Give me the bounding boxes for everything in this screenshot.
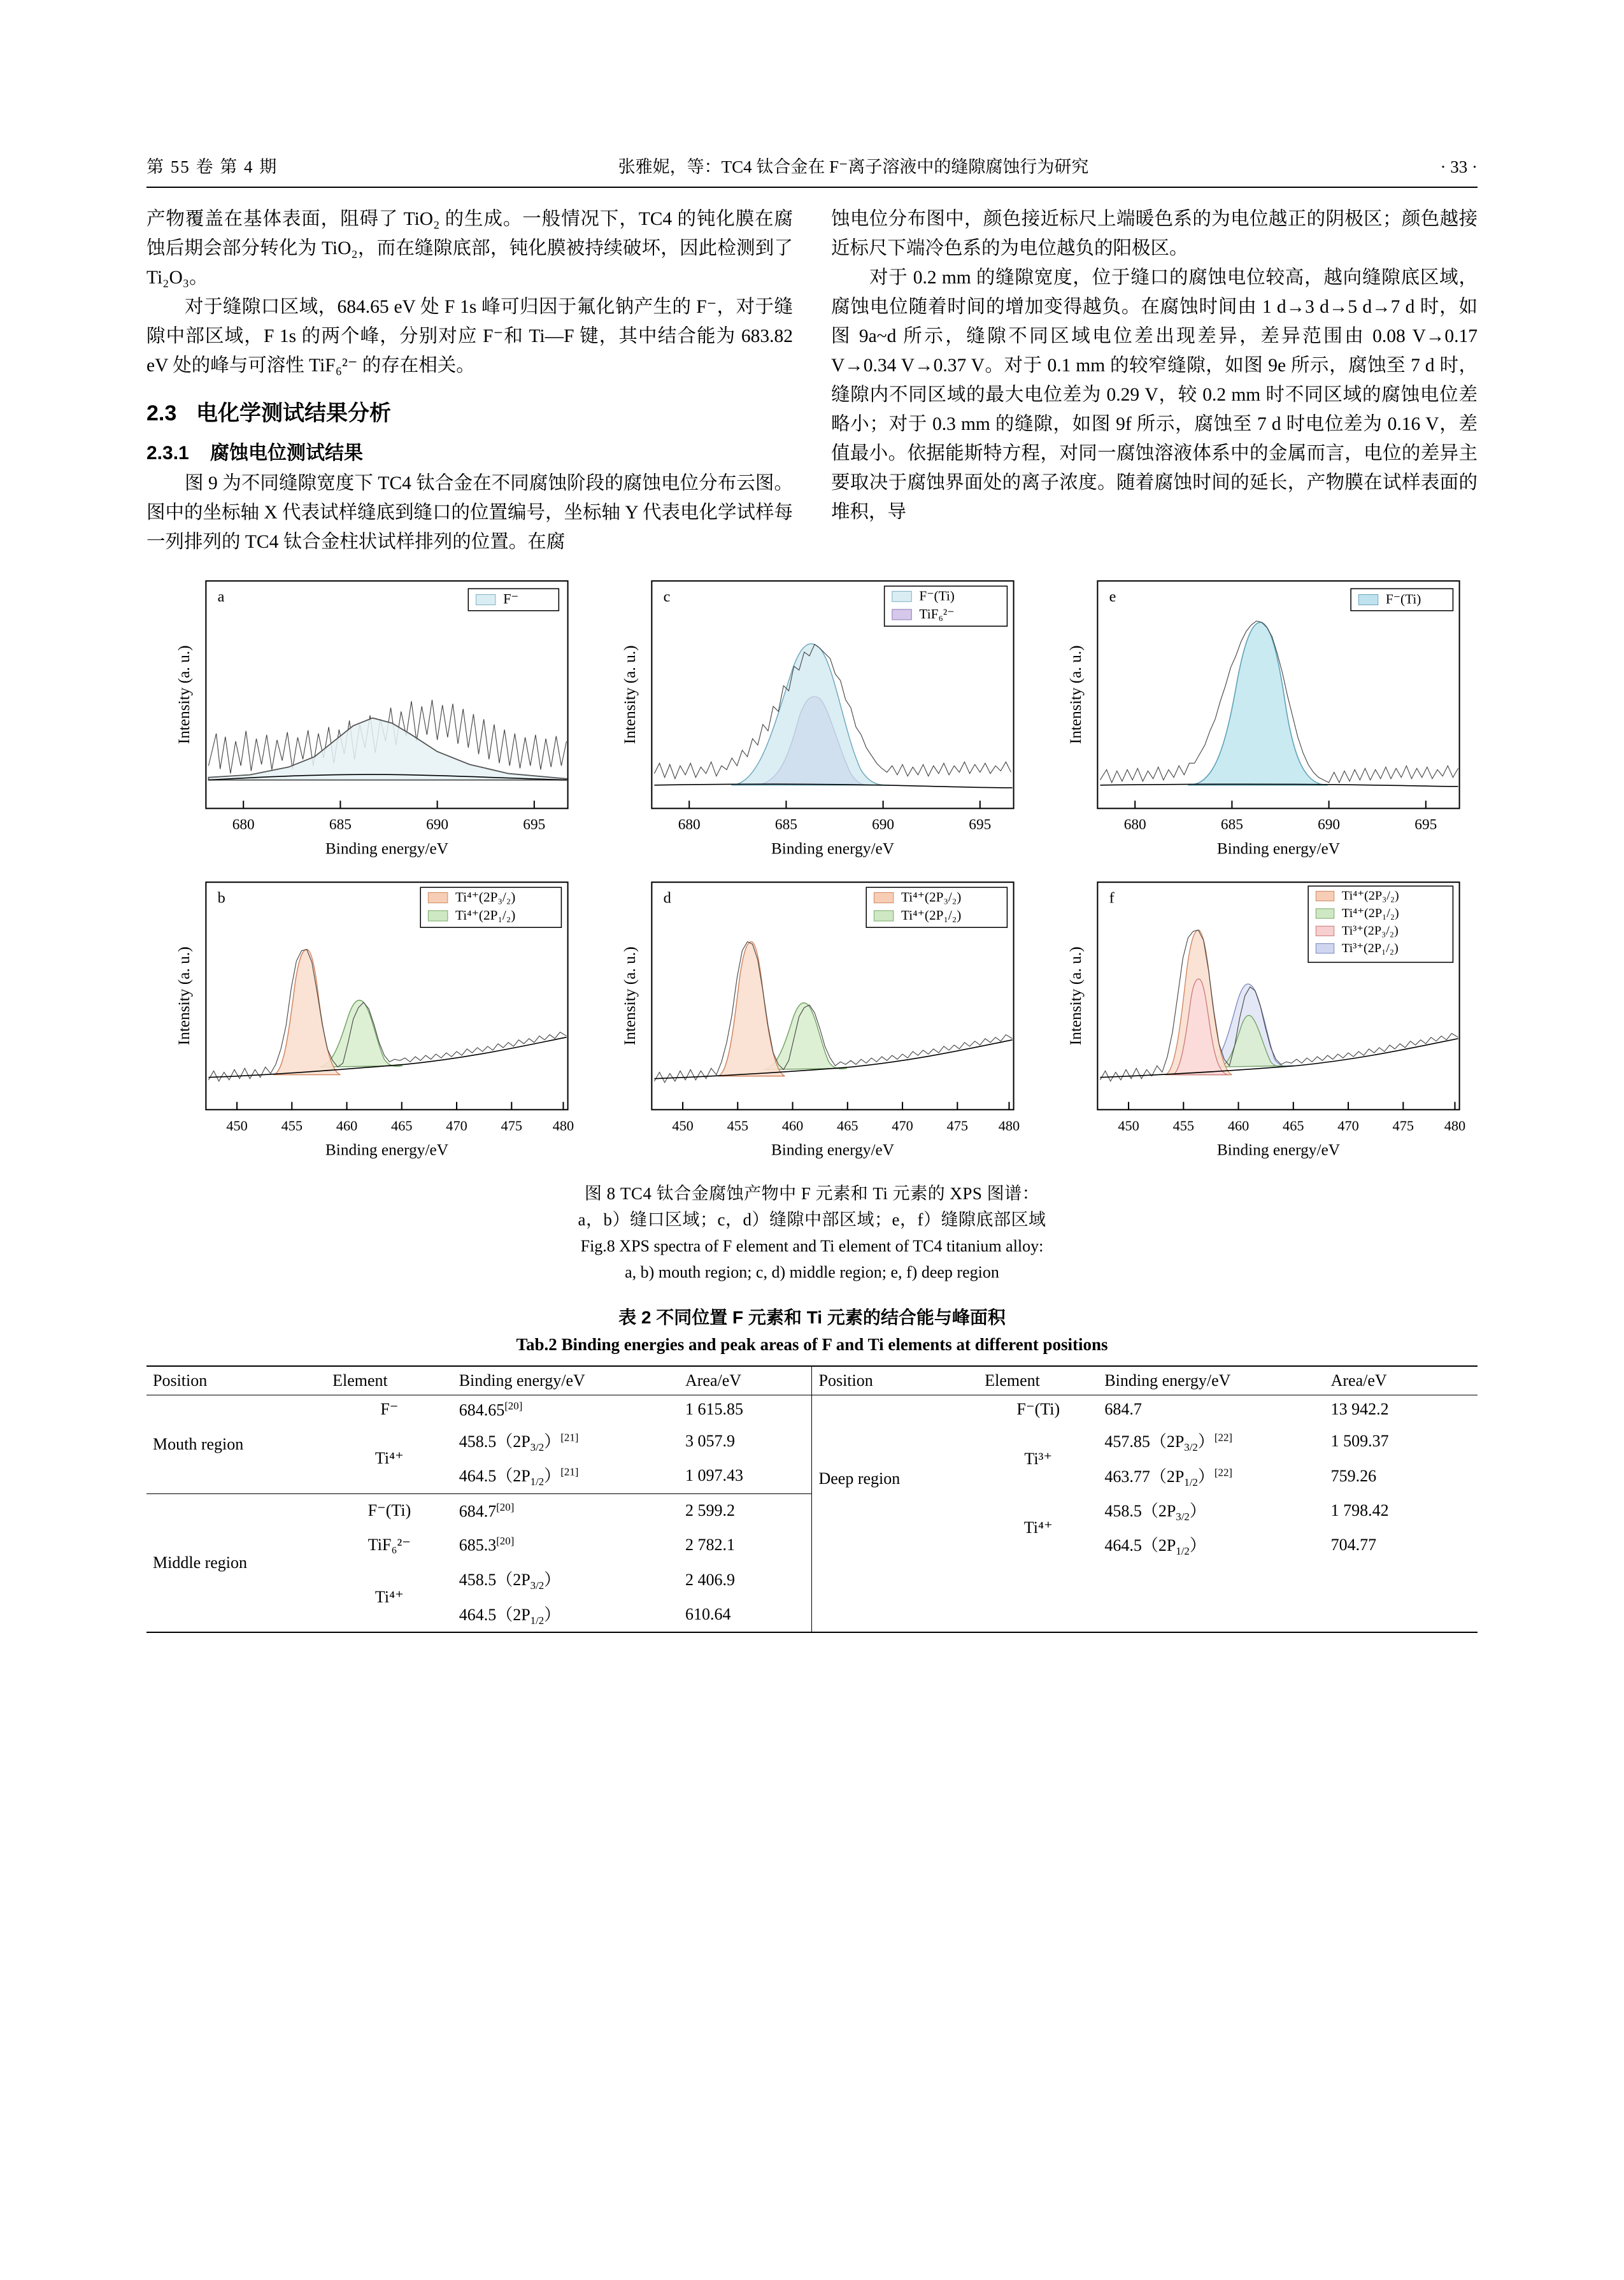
panel-c-xtick-1: 685 <box>774 816 797 833</box>
panel-d-xtick-2: 460 <box>781 1117 804 1134</box>
panel-d-legend-0: Ti⁴⁺(2P₃/₂) <box>901 889 962 905</box>
cell-area: 610.64 <box>685 1604 731 1623</box>
panel-b-xtick-0: 450 <box>226 1117 248 1134</box>
panel-b-xlabel: Binding energy/eV <box>325 1141 449 1159</box>
cell-area: 2 782.1 <box>685 1535 735 1555</box>
table-row <box>146 1562 1478 1597</box>
subsection-heading <box>146 437 793 465</box>
table-2 <box>146 1365 1478 1633</box>
panel-d-legend-1: Ti⁴⁺(2P₁/₂) <box>901 907 962 923</box>
figure-caption-en-1: Fig.8 XPS spectra of F element and Ti element of TC4 titanium alloy: <box>580 1236 1044 1255</box>
th-position-right: Position <box>812 1366 978 1395</box>
panel-a-xtick-3: 695 <box>523 816 546 833</box>
table-row <box>146 1395 1478 1424</box>
th-area-right: Area/eV <box>1325 1366 1478 1395</box>
table-2-wrapper <box>146 1365 1478 1633</box>
panel-b-xtick-3: 465 <box>391 1117 413 1134</box>
panel-c-xtick-0: 680 <box>678 816 701 833</box>
cell-energy: $458.5(2P_{3/2})$ <box>459 1571 561 1592</box>
panel-e-xtick-0: 680 <box>1123 816 1146 833</box>
cell-energy: $458.5(2P_{3/2})[21]$ <box>459 1431 579 1454</box>
cell-element: Ti⁴⁺ <box>1023 1518 1053 1537</box>
panel-d-label: d <box>663 889 671 907</box>
panel-b-xtick-6: 480 <box>552 1117 574 1134</box>
figure-caption <box>146 1181 1478 1285</box>
section-number: 2.3 <box>146 401 177 425</box>
panel-f-xtick-6: 480 <box>1444 1117 1466 1134</box>
panel-b-legend-1: Ti⁴⁺(2P₁/₂) <box>455 907 516 923</box>
panel-f-legend-2: Ti³⁺(2P₃/₂) <box>1341 923 1399 938</box>
panel-f <box>1038 873 1478 1171</box>
svg-text:F⁻: F⁻ <box>503 590 519 607</box>
cell-area: 1 615.85 <box>685 1400 743 1419</box>
cell-element: F⁻(Ti) <box>326 1493 453 1528</box>
panel-e-ylabel: Intensity (a. u.) <box>1066 645 1085 745</box>
panel-f-legend-3: Ti³⁺(2P₁/₂) <box>1341 941 1399 955</box>
cell-energy: $464.5(2P_{1/2})$ <box>1104 1536 1206 1558</box>
th-energy-left: Binding energy/eV <box>453 1366 679 1395</box>
panel-a-xtick-2: 690 <box>426 816 449 833</box>
panel-d-xtick-0: 450 <box>672 1117 694 1134</box>
section-heading <box>146 395 793 427</box>
figure-8 <box>146 572 1478 1285</box>
panel-c-plot <box>592 572 1032 869</box>
text-columns <box>146 204 1478 557</box>
cell-element: Ti⁴⁺ <box>374 1587 404 1606</box>
cell-area: 2 406.9 <box>685 1570 735 1589</box>
figure-caption-en-2: a, b) mouth region; c, d) middle region; e, f) deep region <box>625 1262 999 1281</box>
panel-f-xtick-1: 455 <box>1172 1117 1195 1134</box>
cell-element: TiF₆²⁻ <box>367 1535 411 1555</box>
panel-f-plot <box>1038 873 1478 1171</box>
th-element-left: Element <box>326 1366 453 1395</box>
panel-a <box>146 572 586 869</box>
panel-f-xtick-0: 450 <box>1118 1117 1139 1134</box>
panel-a-xlabel: Binding energy/eV <box>325 839 449 858</box>
subsection-number: 2.3.1 <box>146 443 189 464</box>
table-title <box>146 1304 1478 1358</box>
figure-caption-cn-2: a，b）缝口区域；c，d）缝隙中部区域；e，f）缝隙底部区域 <box>578 1209 1046 1229</box>
th-element-right: Element <box>978 1366 1098 1395</box>
panel-a-label: a <box>217 588 225 606</box>
cell-energy: $457.85(2P_{3/2})[22]$ <box>1104 1431 1233 1454</box>
section-title: 电化学测试结果分析 <box>196 401 391 425</box>
panel-c-xtick-3: 695 <box>969 816 992 833</box>
panel-d-xtick-3: 465 <box>837 1117 858 1134</box>
table-title-cn: 表 2 不同位置 F 元素和 Ti 元素的结合能与峰面积 <box>618 1307 1006 1327</box>
paragraph-left-3: 图 9 为不同缝隙宽度下 TC4 钛合金在不同腐蚀阶段的腐蚀电位分布云图。图中的坐标轴 X 代表试样缝底到缝口的位置编号，坐标轴 Y 代表电化学试样每一列排列的 TC4 钛合金柱状试样排列的位置。在腐 <box>146 473 794 552</box>
panel-c-label: c <box>663 588 671 606</box>
panel-a-xtick-0: 680 <box>232 816 255 833</box>
panel-c-legend-1: TiF₆²⁻ <box>919 606 955 622</box>
cell-area: 2 599.2 <box>679 1493 812 1528</box>
figure-panel-grid <box>146 572 1478 1171</box>
cell-element: F⁻ <box>380 1400 399 1419</box>
th-energy-right: Binding energy/eV <box>1098 1366 1324 1395</box>
panel-e-xtick-3: 695 <box>1414 816 1437 833</box>
panel-f-legend-1: Ti⁴⁺(2P₁/₂) <box>1341 906 1399 920</box>
panel-c-xtick-2: 690 <box>872 816 895 833</box>
cell-area: 3 057.9 <box>685 1432 735 1451</box>
paragraph-left-1: 产物覆盖在基体表面，阻碍了 TiO₂ 的生成。一般情况下，TC4 的钝化膜在腐蚀后期会部分转化为 TiO₂，而在缝隙底部，钝化膜被持续破坏，因此检测到了 Ti₂O₃。 <box>146 209 793 288</box>
panel-b-ylabel: Intensity (a. u.) <box>175 946 193 1046</box>
cell-area: 704.77 <box>1330 1535 1377 1555</box>
cell-energy: 684.7 <box>1104 1400 1142 1419</box>
cell-energy: 684.7[20] <box>453 1493 679 1528</box>
panel-c-legend-0: F⁻(Ti) <box>919 588 955 604</box>
figure-caption-cn-1: 图 8 TC4 钛合金腐蚀产物中 F 元素和 Ti 元素的 XPS 图谱： <box>584 1183 1040 1203</box>
panel-a-xtick-1: 685 <box>329 816 352 833</box>
panel-e-legend-0: F⁻(Ti) <box>1385 591 1421 607</box>
cell-area: 1 509.37 <box>1330 1432 1389 1451</box>
panel-c-xlabel: Binding energy/eV <box>771 839 895 858</box>
panel-b-xtick-1: 455 <box>281 1117 303 1134</box>
panel-f-xtick-2: 460 <box>1227 1117 1250 1134</box>
panel-c <box>592 572 1032 869</box>
panel-a-plot <box>146 572 586 869</box>
page-header <box>146 153 1478 188</box>
panel-b-legend-0: Ti⁴⁺(2P₃/₂) <box>455 889 516 905</box>
panel-d-xtick-6: 480 <box>998 1117 1020 1134</box>
cell-position: Middle region <box>146 1493 326 1632</box>
panel-d-xtick-1: 455 <box>727 1117 749 1134</box>
panel-d <box>592 873 1032 1171</box>
cell-position: Mouth region <box>153 1434 244 1453</box>
panel-d-xtick-5: 475 <box>946 1117 969 1134</box>
panel-f-xtick-3: 465 <box>1283 1117 1304 1134</box>
journal-volume: 第 55 卷 第 4 期 <box>146 157 278 176</box>
paragraph-left-2: 对于缝隙口区域，684.65 eV 处 F 1s 峰可归因于氟化钠产生的 F⁻，对于缝隙中部区域，F 1s 的两个峰，分别对应 F⁻和 Ti—F 键，其中结合能为 683.82 eV 处的峰与可溶性 TiF₆²⁻ 的存在相关。 <box>146 297 793 376</box>
left-column <box>146 204 793 557</box>
panel-f-legend-0: Ti⁴⁺(2P₃/₂) <box>1341 888 1399 903</box>
table-header-row <box>146 1366 1478 1395</box>
panel-f-ylabel: Intensity (a. u.) <box>1066 946 1085 1046</box>
cell-empty <box>812 1597 1478 1632</box>
panel-f-xtick-4: 470 <box>1337 1117 1359 1134</box>
panel-d-xtick-4: 470 <box>892 1117 913 1134</box>
panel-e <box>1038 572 1478 869</box>
panel-e-xlabel: Binding energy/eV <box>1216 839 1341 858</box>
panel-b-xtick-4: 470 <box>446 1117 467 1134</box>
cell-element: Ti⁴⁺ <box>374 1449 404 1468</box>
page-number: · 33 · <box>1440 157 1478 176</box>
panel-b-xtick-5: 475 <box>501 1117 523 1134</box>
panel-b-label: b <box>217 889 225 907</box>
panel-f-label: f <box>1109 889 1115 907</box>
cell-energy: $464.5(2P_{1/2})$ <box>459 1605 561 1627</box>
panel-f-xtick-5: 475 <box>1392 1117 1414 1134</box>
cell-area: 13 942.2 <box>1330 1400 1389 1419</box>
cell-energy: $464.5(2P_{1/2})[21]$ <box>459 1465 579 1488</box>
panel-e-xtick-2: 690 <box>1318 816 1341 833</box>
cell-area: 759.26 <box>1330 1466 1377 1485</box>
panel-d-xlabel: Binding energy/eV <box>771 1141 895 1159</box>
paragraph-right-2: 对于 0.2 mm 的缝隙宽度，位于缝口的腐蚀电位较高，越向缝隙底区域，腐蚀电位随着时间的增加变得越负。在腐蚀时间由 1 d→3 d→5 d→7 d 时，如图 9a~d 所示，缝隙不同区域电位差出现差异，差异范围由 0.08 V→0.17 V→0.34 V→0.37 V。对于 0.1 mm 的较窄缝隙，如图 9e 所示，腐蚀至 7 d 时，缝隙内不同区域的最大电位差为 0.29 V，较 0.2 mm 时不同区域的腐蚀电位差略小；对于 0.3 mm 的缝隙，如图 9f 所示，腐蚀至 7 d 时电位差为 0.16 V，差值最小。依据能斯特方程，对同一腐蚀溶液体系中的金属而言，电位的差异主要取决于腐蚀界面处的离子浓度。随着腐蚀时间的延长，产物膜在试样表面的堆积，导 <box>831 267 1478 522</box>
panel-e-label: e <box>1109 588 1116 606</box>
cell-energy: 685.3[20] <box>459 1535 515 1555</box>
panel-b <box>146 873 586 1171</box>
panel-a-ylabel: Intensity (a. u.) <box>175 645 193 745</box>
cell-area: 1 097.43 <box>685 1466 743 1485</box>
paragraph-right-1: 蚀电位分布图中，颜色接近标尺上端暖色系的为电位越正的阴极区；颜色越接近标尺下端冷色系的为电位越负的阳极区。 <box>831 209 1478 259</box>
cell-element: F⁻(Ti) <box>1016 1400 1060 1419</box>
panel-c-ylabel: Intensity (a. u.) <box>620 645 639 745</box>
panel-d-ylabel: Intensity (a. u.) <box>620 946 639 1046</box>
panel-e-plot <box>1038 572 1478 869</box>
panel-b-xtick-2: 460 <box>336 1117 358 1134</box>
panel-d-plot <box>592 873 1032 1171</box>
cell-energy: $458.5(2P_{3/2})$ <box>1104 1502 1206 1523</box>
cell-element: Ti³⁺ <box>1024 1449 1053 1468</box>
page-content <box>146 153 1478 1633</box>
table-bottom-rule <box>146 1632 1478 1633</box>
panel-b-plot <box>146 873 586 1171</box>
cell-energy: 684.65[20] <box>459 1399 523 1420</box>
running-title: 张雅妮，等：TC4 钛合金在 F⁻离子溶液中的缝隙腐蚀行为研究 <box>618 157 1089 176</box>
th-position-left: Position <box>146 1366 326 1395</box>
th-area-left: Area/eV <box>679 1366 812 1395</box>
cell-position: Deep region <box>812 1395 978 1562</box>
cell-empty <box>812 1562 1478 1597</box>
subsection-title: 腐蚀电位测试结果 <box>210 443 363 464</box>
table-title-en: Tab.2 Binding energies and peak areas of F and Ti elements at different positions <box>516 1334 1108 1354</box>
right-column <box>831 204 1478 557</box>
panel-e-xtick-1: 685 <box>1220 816 1243 833</box>
cell-energy: $463.77(2P_{1/2})[22]$ <box>1104 1465 1233 1488</box>
cell-area: 1 798.42 <box>1330 1501 1389 1520</box>
panel-f-xlabel: Binding energy/eV <box>1216 1141 1341 1159</box>
